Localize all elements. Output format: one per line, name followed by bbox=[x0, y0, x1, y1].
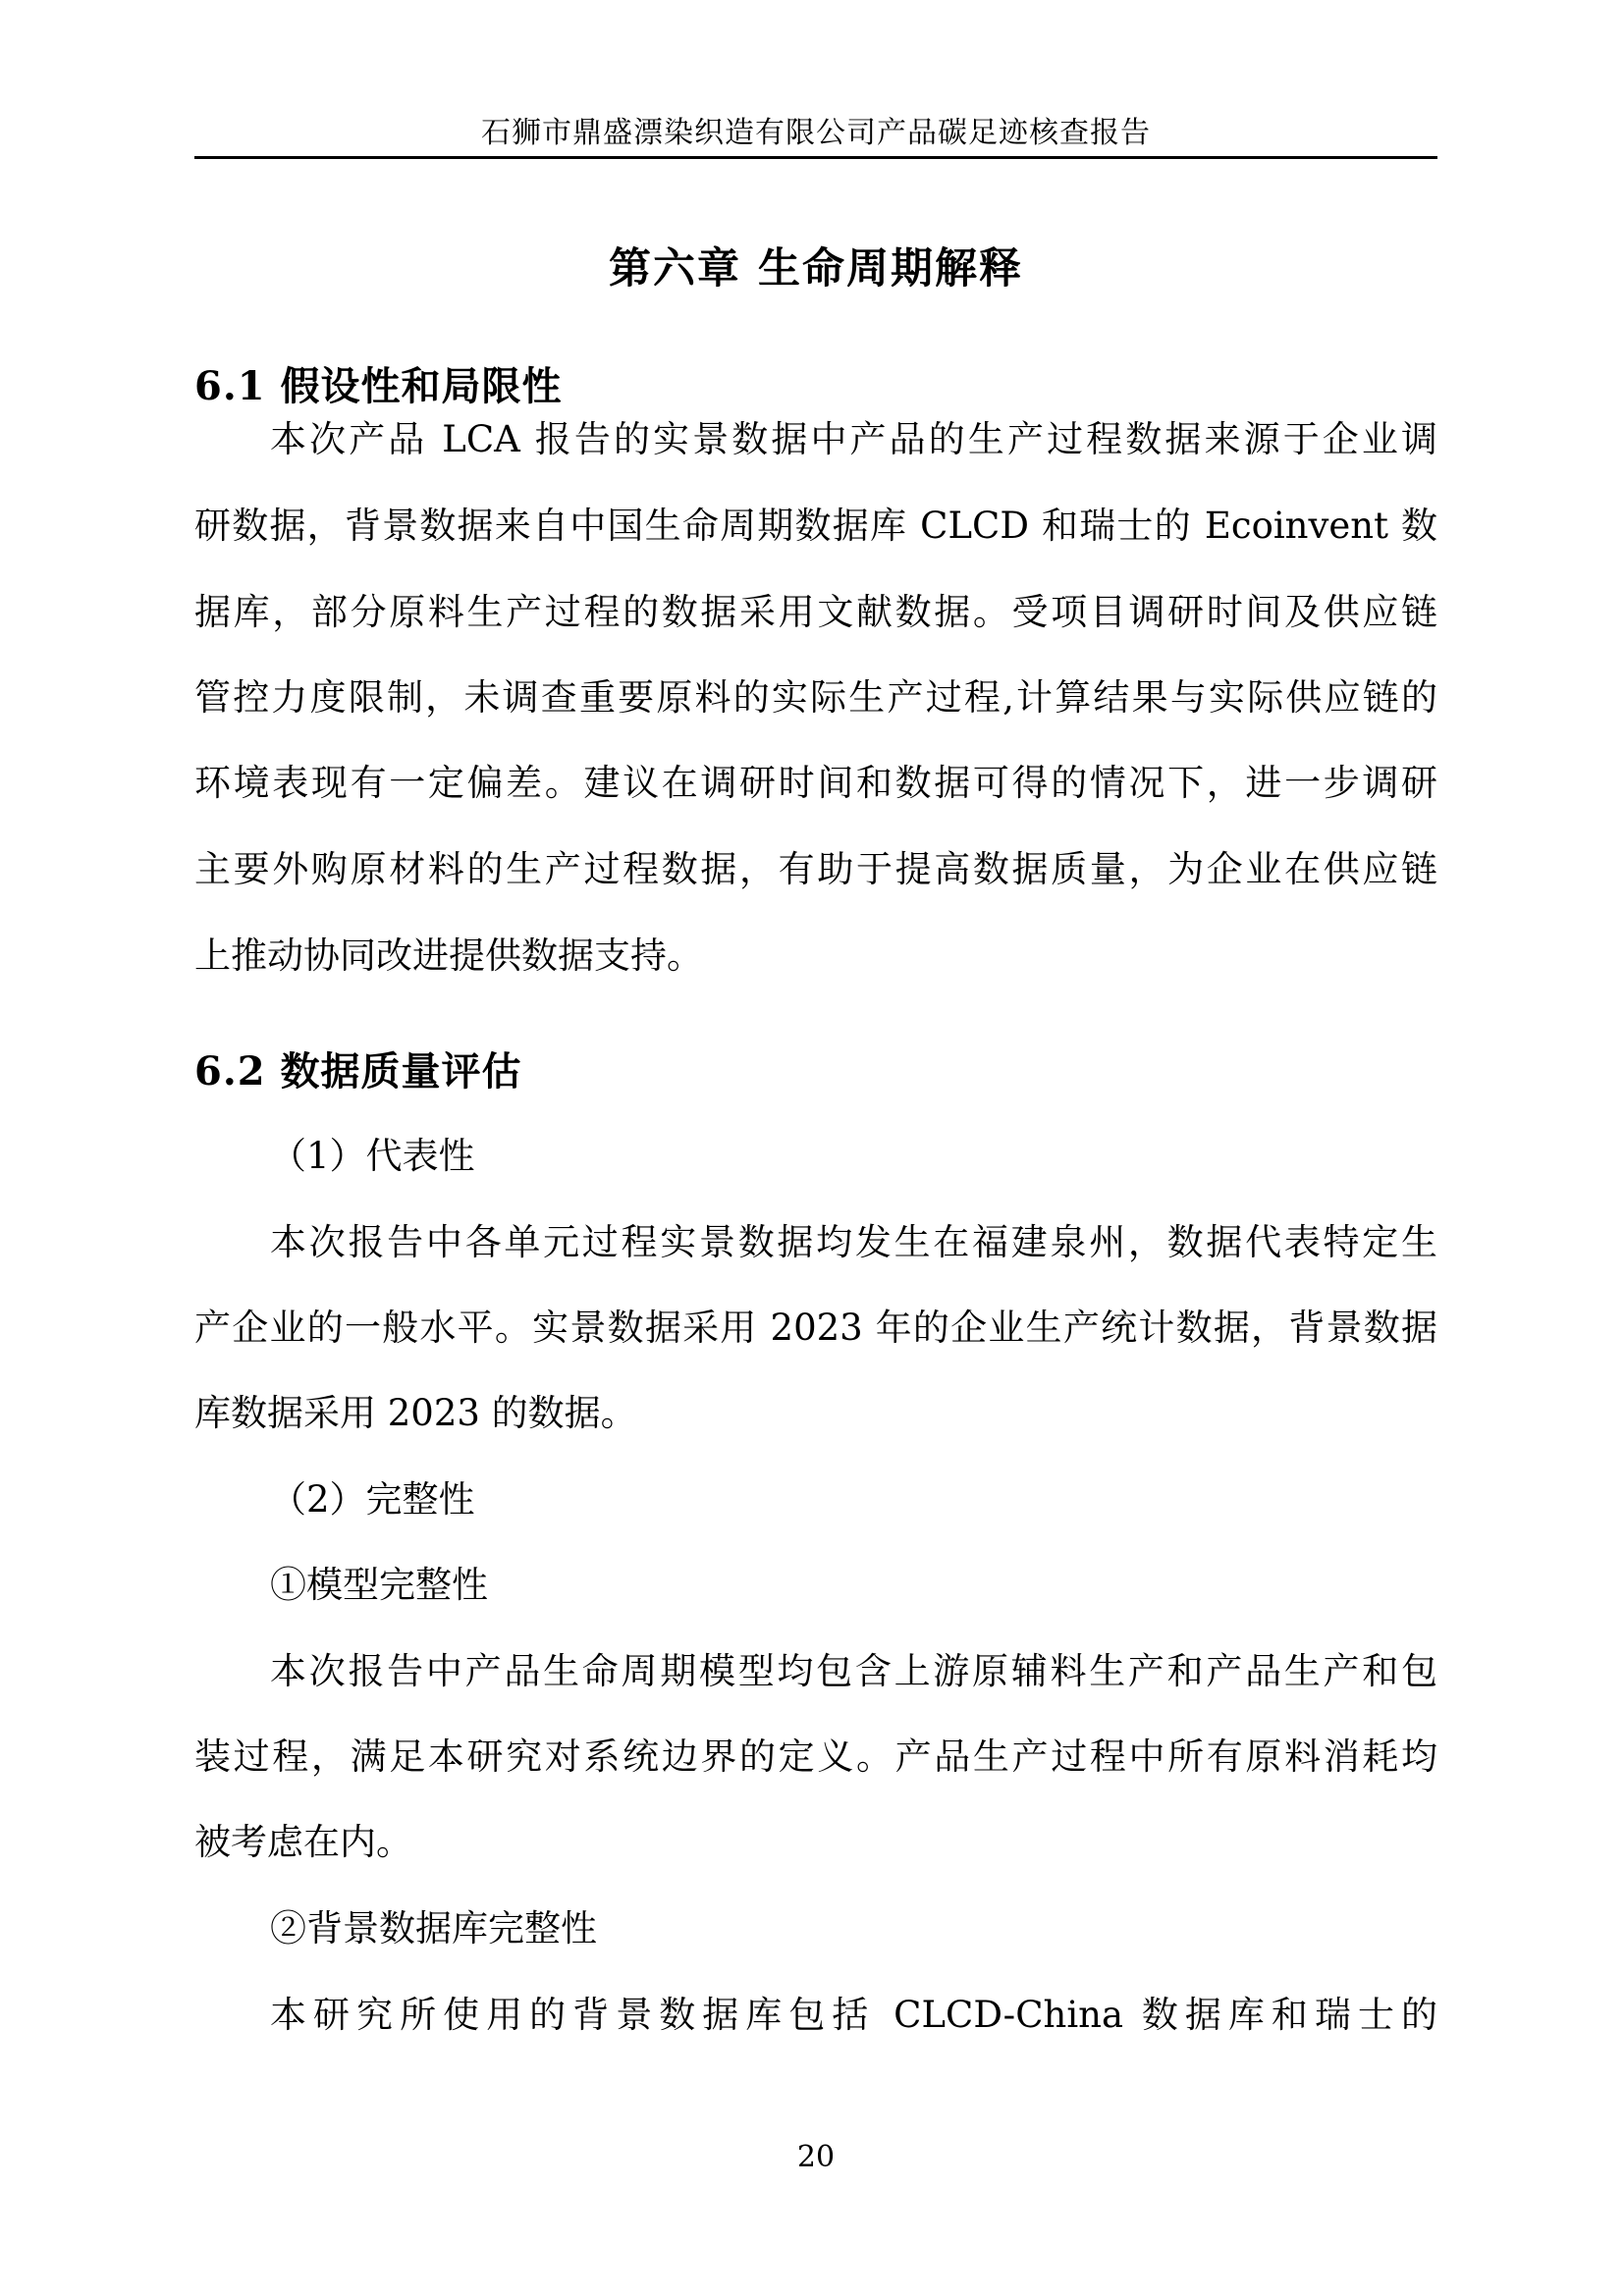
paragraph-line: 环境表现有一定偏差。建议在调研时间和数据可得的情况下，进一步调研 bbox=[194, 762, 1437, 804]
subheading-model-completeness: ①模型完整性 bbox=[270, 1564, 488, 1606]
paragraph-line: 本研究所使用的背景数据库包括 CLCD-China 数据库和瑞士的 bbox=[270, 1994, 1437, 2036]
paragraph-line: 被考虑在内。 bbox=[194, 1821, 412, 1863]
subheading-representativeness: （1）代表性 bbox=[270, 1135, 475, 1177]
subheading-completeness: （2）完整性 bbox=[270, 1478, 475, 1521]
paragraph-line: 研数据，背景数据来自中国生命周期数据库 CLCD 和瑞士的 Ecoinvent 数 bbox=[194, 505, 1437, 547]
section-heading-6-1: 6.1 假设性和局限性 bbox=[194, 363, 563, 409]
section-heading-6-2: 6.2 数据质量评估 bbox=[194, 1048, 522, 1095]
subheading-database-completeness: ②背景数据库完整性 bbox=[270, 1907, 597, 1949]
paragraph-line: 本次产品 LCA 报告的实景数据中产品的生产过程数据来源于企业调 bbox=[270, 418, 1437, 460]
paragraph-line: 上推动协同改进提供数据支持。 bbox=[194, 934, 703, 977]
paragraph-line: 本次报告中产品生命周期模型均包含上游原辅料生产和产品生产和包 bbox=[270, 1650, 1437, 1692]
page-number: 20 bbox=[796, 2140, 836, 2174]
paragraph-line: 主要外购原材料的生产过程数据，有助于提高数据质量，为企业在供应链 bbox=[194, 848, 1437, 890]
paragraph-line: 库数据采用 2023 的数据。 bbox=[194, 1392, 637, 1434]
paragraph-line: 据库，部分原料生产过程的数据采用文献数据。受项目调研时间及供应链 bbox=[194, 591, 1437, 633]
paragraph-line: 本次报告中各单元过程实景数据均发生在福建泉州，数据代表特定生 bbox=[270, 1221, 1437, 1263]
running-header: 石狮市鼎盛漂染织造有限公司产品碳足迹核查报告 bbox=[481, 116, 1151, 150]
chapter-title: 第六章 生命周期解释 bbox=[609, 244, 1023, 294]
header-divider bbox=[194, 156, 1437, 159]
paragraph-line: 产企业的一般水平。实景数据采用 2023 年的企业生产统计数据，背景数据 bbox=[194, 1307, 1437, 1349]
paragraph-line: 装过程，满足本研究对系统边界的定义。产品生产过程中所有原料消耗均 bbox=[194, 1735, 1437, 1778]
paragraph-line: 管控力度限制，未调查重要原料的实际生产过程,计算结果与实际供应链的 bbox=[194, 676, 1437, 719]
